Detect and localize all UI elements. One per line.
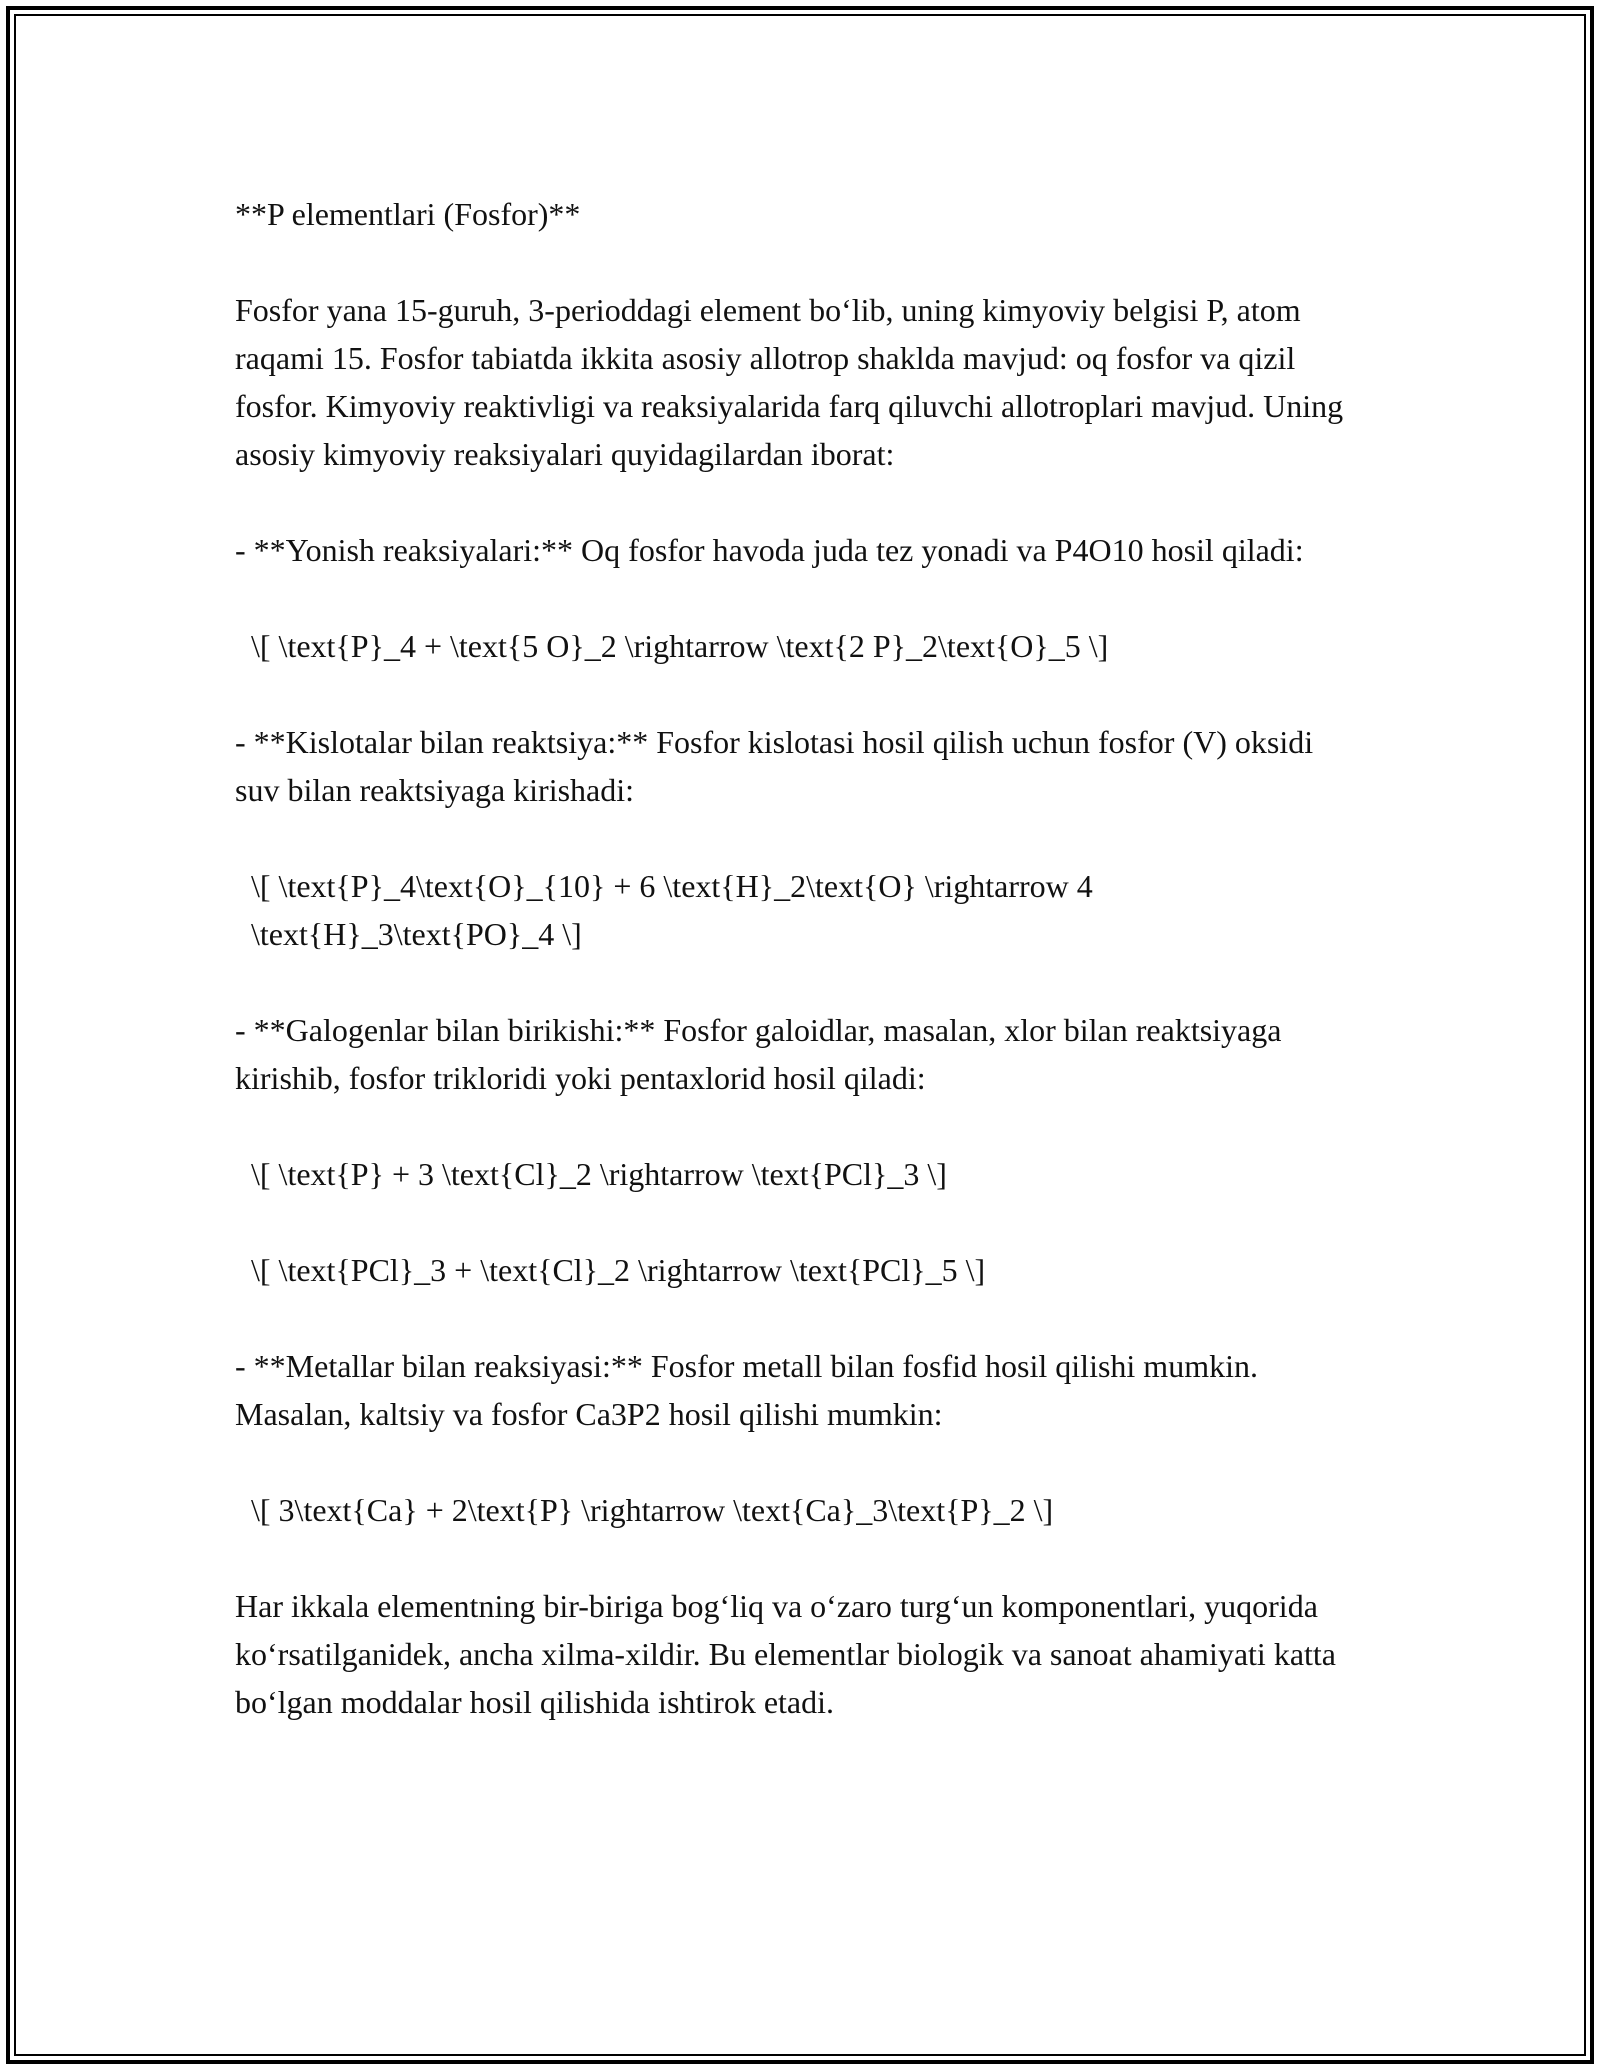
acid-formula: \[ \text{P}_4\text{O}_{10} + 6 \text{H}_2\text{O} \rightarrow 4 \text{H}_3\text{PO}_4 \] [251,868,1101,952]
metal-formula: \[ 3\text{Ca} + 2\text{P} \rightarrow \text{Ca}_3\text{P}_2 \] [251,1492,1054,1528]
section-heading: **P elementlari (Fosfor)** [235,196,581,232]
acid-paragraph: - **Kislotalar bilan reaktsiya:** Fosfor kislotasi hosil qilish uchun fosfor (V) oksidi suv bilan reaktsiyaga kirishadi: [235,724,1322,808]
document-body [235,190,1365,1774]
metal-paragraph: - **Metallar bilan reaksiyasi:** Fosfor metall bilan fosfid hosil qilishi mumkin. Masalan, kaltsiy va fosfor Ca3P2 hosil qilishi mumkin: [235,1348,1266,1432]
combustion-formula: \[ \text{P}_4 + \text{5 O}_2 \rightarrow \text{2 P}_2\text{O}_5 \] [251,628,1109,664]
halogen-formula-2: \[ \text{PCl}_3 + \text{Cl}_2 \rightarrow \text{PCl}_5 \] [251,1252,986,1288]
halogen-formula-1: \[ \text{P} + 3 \text{Cl}_2 \rightarrow \text{PCl}_3 \] [251,1156,947,1192]
conclusion-paragraph: Har ikkala elementning bir-biriga bog‘liq va o‘zaro turg‘un komponentlari, yuqorida ko‘rsatilganidek, ancha xilma-xildir. Bu elementlar biologik va sanoat ahamiyati katta bo‘lgan moddalar hosil qilishida ishtirok etadi. [235,1588,1344,1720]
intro-paragraph: Fosfor yana 15-guruh, 3-perioddagi element bo‘lib, uning kimyoviy belgisi P, atom raqami 15. Fosfor tabiatda ikkita asosiy allotrop shaklda mavjud: oq fosfor va qizil fosfor. Kimyoviy reaktivligi va reaksiyalarida farq qiluvchi allotroplari mavjud. Uning asosiy kimyoviy reaksiyalari quyidagilardan iborat: [235,292,1352,472]
halogen-paragraph: - **Galogenlar bilan birikishi:** Fosfor galoidlar, masalan, xlor bilan reaktsiyaga kirishib, fosfor trikloridi yoki pentaxlorid hosil qiladi: [235,1012,1290,1096]
combustion-paragraph: - **Yonish reaksiyalari:** Oq fosfor havoda juda tez yonadi va P4O10 hosil qiladi: [235,532,1304,568]
